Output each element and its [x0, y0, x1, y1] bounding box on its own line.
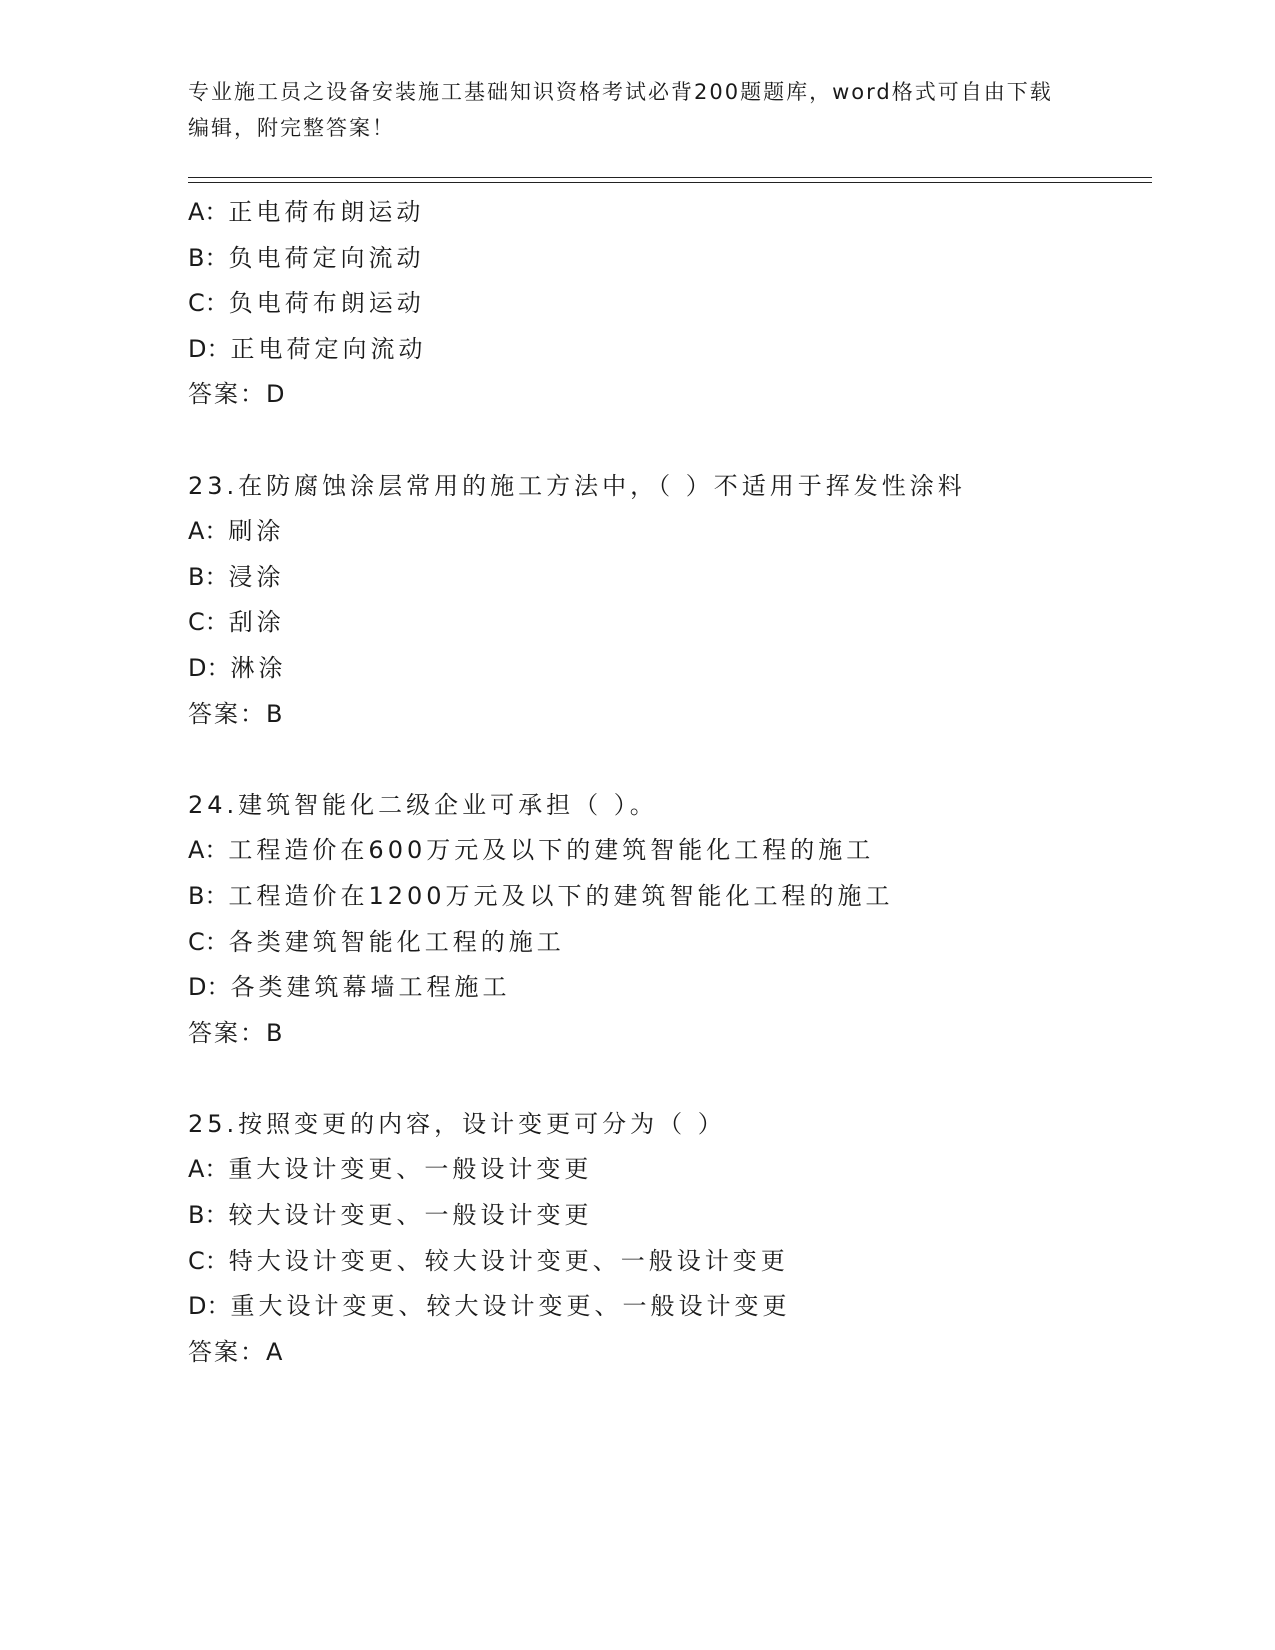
answer: 答案：A — [188, 1337, 285, 1366]
question-block-23 — [188, 464, 1152, 738]
question-text: 建筑智能化二级企业可承担（ ）。 — [238, 790, 658, 819]
option-c: C：各类建筑智能化工程的施工 — [188, 927, 565, 956]
option-a: A：正电荷布朗运动 — [188, 198, 425, 226]
question-number: 25. — [188, 1109, 239, 1138]
question-stem — [188, 464, 1152, 510]
option-d: D：重大设计变更、较大设计变更、一般设计变更 — [188, 1292, 791, 1321]
option-a: A：刷涂 — [188, 517, 285, 546]
option-d: D：正电荷定向流动 — [188, 334, 427, 363]
question-block-22 — [188, 190, 1152, 418]
question-text: 按照变更的内容，设计变更可分为（ ） — [238, 1109, 726, 1138]
option-d: D：各类建筑幕墙工程施工 — [188, 973, 511, 1002]
option-c: C：特大设计变更、较大设计变更、一般设计变更 — [188, 1246, 789, 1275]
option-b: B：较大设计变更、一般设计变更 — [188, 1201, 593, 1230]
answer: 答案：B — [188, 1018, 285, 1047]
question-block-24 — [188, 783, 1152, 1057]
option-a: A：重大设计变更、一般设计变更 — [188, 1155, 593, 1184]
header-divider-secondary — [188, 182, 1152, 183]
option-b: B：工程造价在1200万元及以下的建筑智能化工程的施工 — [188, 881, 894, 910]
option-d: D：淋涂 — [188, 653, 287, 682]
question-stem — [188, 783, 1152, 829]
option-c: C：负电荷布朗运动 — [188, 289, 425, 318]
question-list — [188, 190, 1152, 1375]
question-block-25 — [188, 1102, 1152, 1376]
option-c: C：刮涂 — [188, 608, 285, 637]
option-b: B：负电荷定向流动 — [188, 243, 425, 272]
option-b: B：浸涂 — [188, 562, 285, 591]
header-divider — [188, 177, 1152, 178]
document-header: 专业施工员之设备安装施工基础知识资格考试必背200题题库，word格式可自由下载编辑，附完整答案！ — [188, 80, 1053, 140]
answer: 答案：B — [188, 699, 285, 728]
question-stem — [188, 1102, 1152, 1148]
question-text: 在防腐蚀涂层常用的施工方法中，（ ）不适用于挥发性涂料 — [238, 471, 966, 500]
question-number: 23. — [188, 471, 239, 500]
question-number: 24. — [188, 790, 239, 819]
answer: 答案：D — [188, 380, 287, 409]
option-a: A：工程造价在600万元及以下的建筑智能化工程的施工 — [188, 836, 875, 865]
